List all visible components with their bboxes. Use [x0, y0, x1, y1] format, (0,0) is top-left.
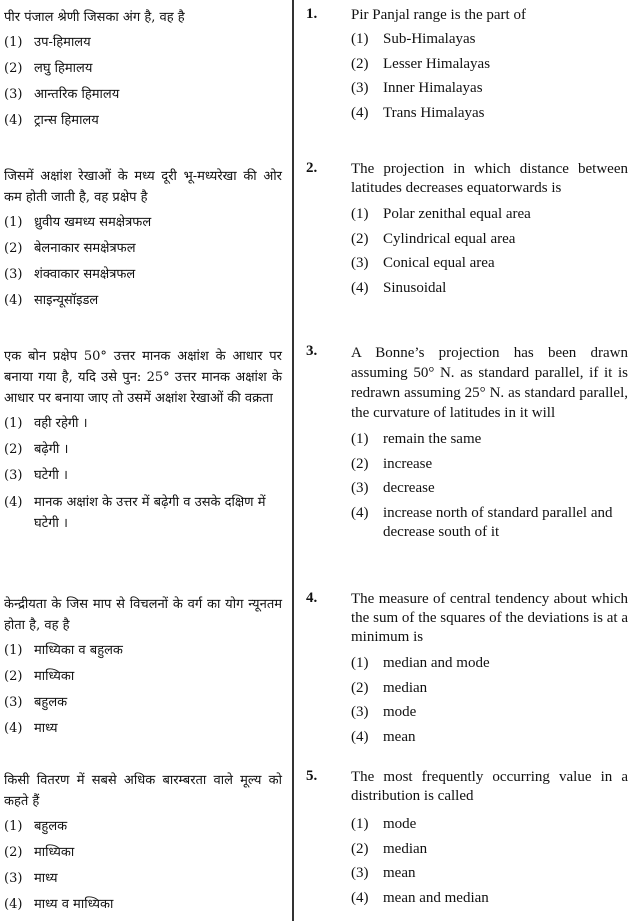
option-number: (2) — [351, 840, 369, 857]
question-number: 4. — [306, 590, 318, 606]
option-number: (2) — [351, 679, 369, 696]
option — [351, 886, 628, 911]
option-number: (1) — [4, 819, 23, 834]
question-stem: पीर पंजाल श्रेणी जिसका अंग है, वह है — [4, 10, 185, 25]
options-list — [351, 651, 628, 749]
option — [351, 276, 628, 301]
option-number: (2) — [4, 442, 23, 457]
option-number: (1) — [351, 206, 369, 222]
option-number: (3) — [4, 267, 23, 282]
question-number: 1. — [306, 6, 318, 22]
option — [351, 651, 628, 676]
option-text: बढ़ेगी । — [34, 442, 69, 457]
option-number: (3) — [4, 695, 23, 710]
option — [4, 489, 282, 534]
options-list — [351, 27, 628, 125]
question-stem: जिसमें अक्षांश रेखाओं के मध्य दूरी भू-मध्यरेखा की ओर कम होती जाती है, वह प्रक्षेप है — [4, 169, 282, 205]
option — [351, 812, 628, 837]
option-text: remain the same — [383, 431, 482, 447]
option-number: (4) — [4, 293, 23, 308]
english-question-5 — [306, 768, 628, 910]
option — [4, 638, 282, 664]
question-stem: एक बोन प्रक्षेप 50° उत्तर मानक अक्षांश के आधार पर बनाया गया है, यदि उसे पुन: 25° उत्तर मानक अक्षांश के आधार पर बनाया जाए तो उसमें अक्षांश रेखाओं की वक्रता — [4, 349, 282, 406]
option-number: (3) — [351, 255, 369, 271]
option — [4, 262, 282, 288]
option — [351, 676, 628, 701]
option — [4, 716, 282, 742]
question-stem: Pir Panjal range is the part of — [351, 7, 526, 23]
option — [351, 227, 628, 252]
option-text: median — [383, 679, 428, 696]
option-number: (1) — [351, 431, 369, 447]
option-number: (3) — [4, 468, 23, 483]
question-stem: किसी वितरण में सबसे अधिक बारम्बरता वाले मूल्य को कहते हैं — [4, 773, 282, 809]
option-number: (3) — [351, 480, 369, 496]
option — [351, 452, 628, 477]
question-number: 2. — [306, 160, 318, 176]
options-list — [351, 202, 628, 300]
option — [351, 101, 628, 126]
option-text: Lesser Himalayas — [383, 55, 491, 72]
option-number: (2) — [351, 455, 369, 472]
english-question-2 — [306, 160, 628, 300]
option-text: माध्य व माध्यिका — [34, 897, 114, 912]
option — [4, 840, 282, 866]
option-text: लघु हिमालय — [34, 61, 93, 76]
option-text: Conical equal area — [383, 255, 495, 271]
option-number: (4) — [351, 889, 369, 906]
option-number: (1) — [4, 416, 23, 431]
option-text: साइन्यूसॉइडल — [34, 293, 99, 308]
english-column — [306, 0, 628, 921]
option-number: (2) — [4, 845, 23, 860]
option — [351, 251, 628, 276]
option-number: (4) — [4, 495, 23, 510]
option-text: mean — [383, 728, 416, 745]
hindi-question-3 — [4, 346, 282, 534]
option — [4, 236, 282, 262]
option-number: (3) — [351, 80, 369, 96]
option-text: decrease — [383, 480, 435, 496]
question-stem: The measure of central tendency about which the sum of the squares of the deviations is at a minimum is — [351, 591, 628, 645]
english-question-4 — [306, 590, 628, 749]
english-question-3 — [306, 343, 628, 542]
option — [4, 411, 282, 437]
option-number: (3) — [4, 871, 23, 886]
option-number: (3) — [351, 865, 369, 881]
option-number: (1) — [4, 35, 23, 50]
hindi-question-1 — [4, 7, 282, 134]
option-text: increase — [383, 455, 433, 472]
option — [351, 476, 628, 501]
option-number: (3) — [4, 87, 23, 102]
hindi-column — [4, 0, 284, 921]
hindi-question-5 — [4, 770, 282, 918]
option-number: (2) — [4, 669, 23, 684]
option — [4, 210, 282, 236]
option-text: mode — [383, 816, 417, 832]
option-text: median and mode — [383, 655, 490, 671]
option — [351, 202, 628, 227]
option-number: (4) — [351, 728, 369, 745]
option — [351, 76, 628, 101]
option-text: बेलनाकार समक्षेत्रफल — [34, 241, 136, 256]
option-number: (3) — [351, 704, 369, 720]
option — [4, 814, 282, 840]
question-stem: A Bonne’s projection has been drawn assuming 50° N. as standard parallel, if it is redrawn assuming 25° N. as standard parallel, the curvature of latitudes in it will — [351, 345, 628, 421]
option — [351, 501, 628, 542]
option — [351, 837, 628, 862]
english-question-1 — [306, 6, 628, 125]
option-text: उप-हिमालय — [34, 35, 91, 50]
option-number: (2) — [4, 241, 23, 256]
option-number: (4) — [4, 897, 23, 912]
option — [4, 664, 282, 690]
options-list — [351, 427, 628, 542]
option-text: माध्य — [34, 871, 58, 886]
option — [4, 108, 282, 134]
option-number: (1) — [4, 215, 23, 230]
option-number: (1) — [351, 816, 369, 832]
option — [4, 30, 282, 56]
option-text: बहुलक — [34, 819, 68, 834]
option-text: मानक अक्षांश के उत्तर में बढ़ेगी व उसके दक्षिण में घटेगी । — [34, 495, 266, 531]
option-text: Sub-Himalayas — [383, 31, 476, 47]
option-text: ध्रुवीय खमध्य समक्षेत्रफल — [34, 215, 152, 230]
option-text: घटेगी । — [34, 468, 68, 483]
option-text: माध्यिका — [34, 669, 75, 684]
option-text: माध्यिका — [34, 845, 75, 860]
option — [4, 463, 282, 489]
option-number: (2) — [351, 55, 369, 72]
option-text: Trans Himalayas — [383, 104, 485, 121]
option-number: (2) — [4, 61, 23, 76]
option-number: (2) — [351, 230, 369, 247]
option — [351, 27, 628, 52]
question-number: 3. — [306, 343, 318, 359]
option-text: Polar zenithal equal area — [383, 206, 531, 222]
option-text: वही रहेगी । — [34, 416, 88, 431]
option — [4, 82, 282, 108]
option — [351, 52, 628, 77]
option-number: (4) — [351, 504, 369, 521]
option-text: माध्यिका व बहुलक — [34, 643, 123, 658]
option — [4, 892, 282, 918]
option-number: (1) — [351, 31, 369, 47]
question-stem: The most frequently occurring value in a distribution is called — [351, 769, 628, 804]
option — [351, 725, 628, 750]
option-text: mode — [383, 704, 417, 720]
option — [4, 690, 282, 716]
option — [4, 437, 282, 463]
option-text: median — [383, 840, 428, 857]
option-text: Sinusoidal — [383, 279, 447, 296]
option-number: (4) — [351, 104, 369, 121]
option-text: माध्य — [34, 721, 58, 736]
option-number: (4) — [4, 113, 23, 128]
option-text: mean and median — [383, 889, 489, 906]
option-text: शंक्वाकार समक्षेत्रफल — [34, 267, 136, 282]
question-number: 5. — [306, 768, 318, 784]
option-text: बहुलक — [34, 695, 68, 710]
option — [4, 56, 282, 82]
option-text: ट्रान्स हिमालय — [34, 113, 99, 128]
question-stem: केन्द्रीयता के जिस माप से विचलनों के वर्ग का योग न्यूनतम होता है, वह है — [4, 597, 282, 633]
option — [351, 861, 628, 886]
option-number: (4) — [351, 279, 369, 296]
option — [351, 427, 628, 452]
options-list — [351, 812, 628, 910]
option — [4, 866, 282, 892]
option-number: (1) — [351, 655, 369, 671]
option-text: आन्तरिक हिमालय — [34, 87, 120, 102]
option-number: (1) — [4, 643, 23, 658]
option — [351, 700, 628, 725]
hindi-question-2 — [4, 166, 282, 314]
option — [4, 288, 282, 314]
option-number: (4) — [4, 721, 23, 736]
question-stem: The projection in which distance between latitudes decreases equatorwards is — [351, 161, 628, 196]
option-text: Inner Himalayas — [383, 80, 483, 96]
option-text: Cylindrical equal area — [383, 230, 516, 247]
column-divider — [292, 0, 294, 921]
option-text: increase north of standard parallel and decrease south of it — [383, 504, 613, 540]
option-text: mean — [383, 865, 416, 881]
hindi-question-4 — [4, 594, 282, 742]
